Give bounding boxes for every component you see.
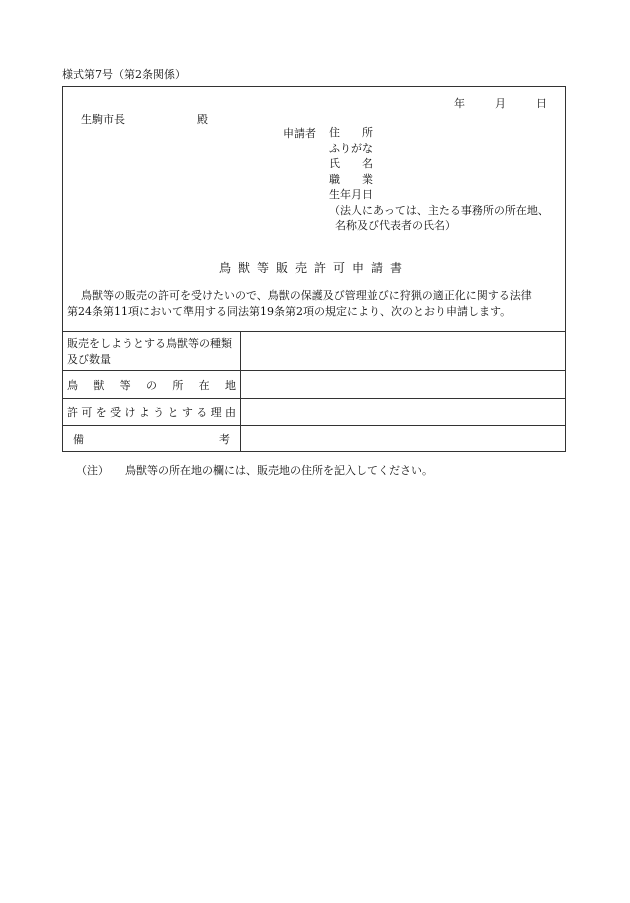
date-day-label: 日 (536, 97, 547, 110)
footnote-text: 鳥獣等の所在地の欄には、販売地の住所を記入してください。 (125, 464, 433, 477)
applicant-field-name: 氏 名 (329, 157, 373, 170)
applicant-fields (329, 125, 549, 234)
applicant-label: 申請者 (283, 127, 316, 140)
table-row (63, 371, 566, 399)
applicant-corporate-note-1: （法人にあっては、主たる事務所の所在地、 (329, 203, 549, 217)
statement-line-2: 第24条第11項において準用する同法第19条第2項の規定により、次のとおり申請します。 (67, 305, 512, 318)
footnote (76, 462, 433, 478)
reason-label-char: け (124, 406, 136, 419)
table-row (63, 332, 566, 371)
location-label-char: 獣 (93, 378, 105, 392)
applicant-corporate-note-2: 名称及び代表者の氏名） (335, 219, 456, 232)
reason-label-char: 受 (110, 406, 122, 419)
addressee-name: 生駒市長 (81, 113, 125, 126)
date-line (454, 95, 547, 111)
reason-label-char: よ (138, 406, 150, 419)
table-row (63, 399, 566, 426)
reason-label-char: と (167, 406, 179, 419)
species-quantity-field[interactable] (241, 332, 566, 371)
applicant-field-address: 住 所 (329, 126, 373, 139)
reason-label-char: 理 (210, 406, 222, 419)
reason-label-char: す (181, 406, 193, 419)
reason-label-char: る (196, 406, 208, 419)
location-label-char: 所 (172, 378, 184, 392)
applicant-field-occupation: 職 業 (329, 172, 373, 186)
addressee (81, 111, 208, 127)
remarks-label (63, 426, 241, 452)
location-label-char: 等 (119, 378, 131, 392)
application-details-table (62, 331, 566, 452)
reason-label (63, 399, 241, 426)
location-label-char: 在 (198, 378, 210, 392)
reason-label-char: う (153, 406, 165, 419)
table-row (63, 426, 566, 452)
remarks-field[interactable] (241, 426, 566, 452)
location-field[interactable] (241, 371, 566, 399)
applicant-field-furigana: ふりがな (329, 141, 373, 155)
location-label-char: 地 (224, 378, 236, 392)
form-title: 鳥獣等販売許可申請書 (218, 261, 409, 275)
footnote-number: （注） (76, 464, 109, 477)
form-number: 様式第7号（第2条関係） (62, 68, 186, 81)
remarks-label-char: 考 (219, 432, 230, 446)
reason-label-char: 由 (224, 406, 236, 419)
remarks-label-char: 備 (73, 432, 84, 446)
reason-field[interactable] (241, 399, 566, 426)
location-label (63, 371, 241, 399)
application-form-frame (62, 86, 566, 452)
species-quantity-label: 販売をしようとする鳥獣等の種類及び数量 (63, 332, 241, 371)
location-label-char: 鳥 (67, 378, 78, 392)
reason-label-char: 可 (81, 406, 93, 419)
location-label-char: の (145, 378, 157, 392)
reason-label-char: を (95, 406, 107, 419)
reason-label-char: 許 (67, 406, 78, 419)
date-year-label: 年 (454, 97, 465, 110)
statement-line-1: 鳥獣等の販売の許可を受けたいので、鳥獣の保護及び管理並びに狩猟の適正化に関する法律 (81, 289, 532, 302)
application-statement (67, 288, 561, 320)
addressee-honorific: 殿 (197, 113, 208, 126)
applicant-field-birthdate: 生年月日 (329, 188, 373, 201)
date-month-label: 月 (495, 97, 506, 110)
